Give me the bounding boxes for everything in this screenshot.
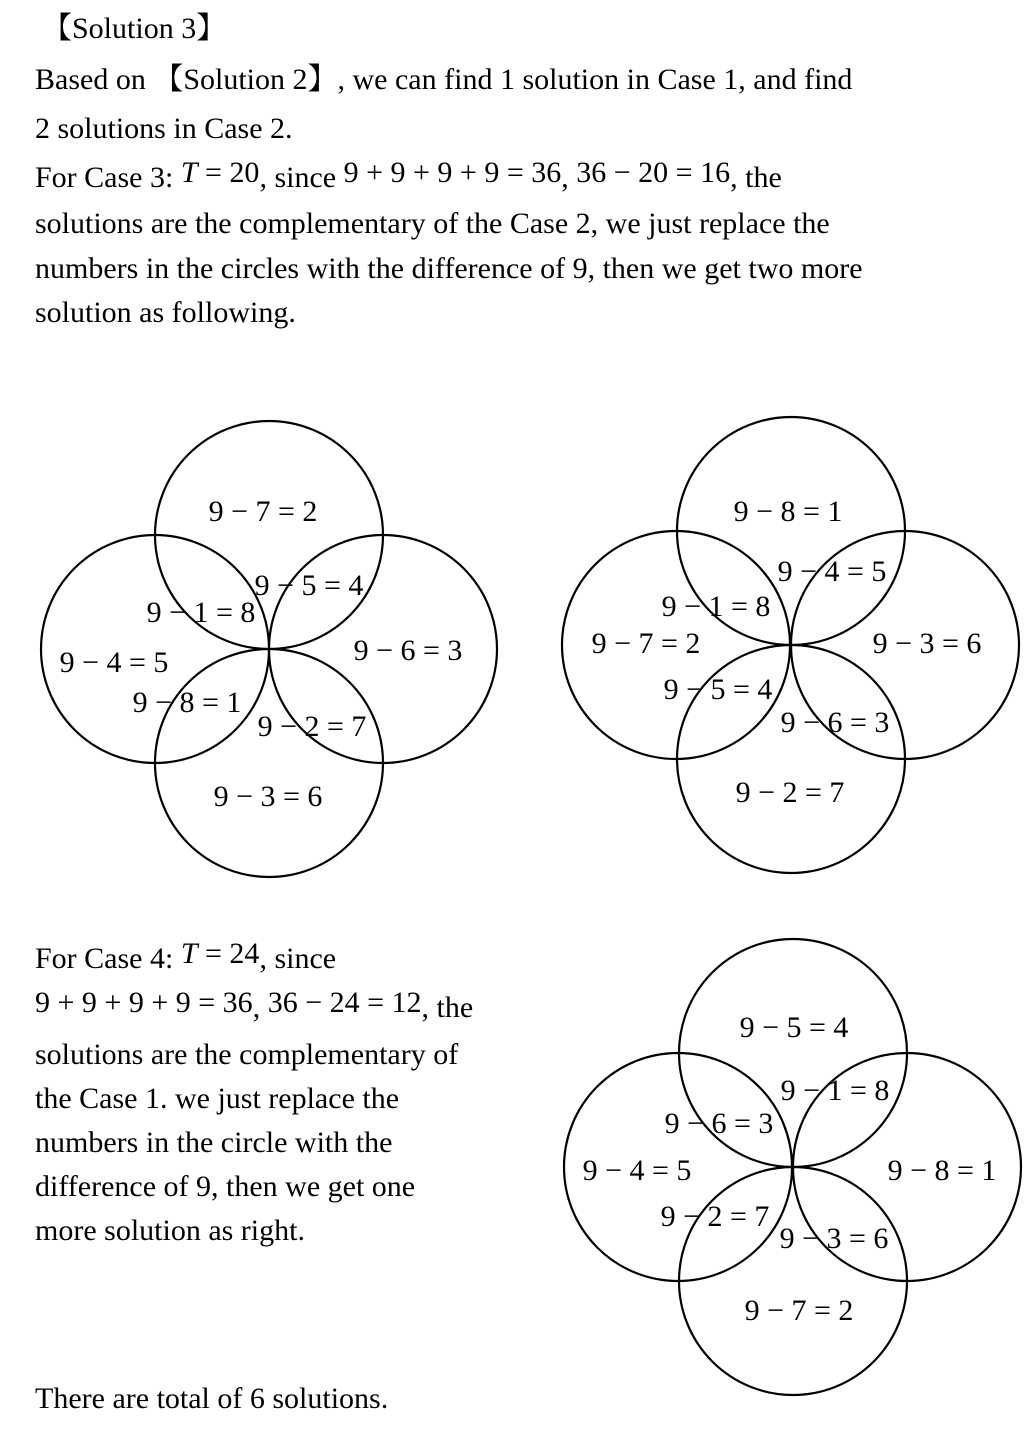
case3-line-4: solution as following. <box>35 296 296 329</box>
label-top-left: 9 − 1 = 8 <box>661 590 771 623</box>
label-bottom-left: 9 − 5 = 4 <box>663 673 773 706</box>
label-bottom-left: 9 − 2 = 7 <box>660 1200 770 1233</box>
case4-line-7: more solution as right. <box>35 1214 305 1247</box>
case3-t-variable: T <box>180 156 198 189</box>
label-top: 9 − 7 = 2 <box>208 495 318 528</box>
case3-difference-equation: 36 − 20 = 16 <box>576 156 731 189</box>
label-top: 9 − 8 = 1 <box>733 495 843 528</box>
label-top-right: 9 − 1 = 8 <box>780 1074 890 1107</box>
label-right: 9 − 8 = 1 <box>887 1154 997 1187</box>
case4-since: , since <box>259 942 337 975</box>
case3-comma: , <box>561 161 577 194</box>
label-right: 9 − 3 = 6 <box>872 627 982 660</box>
label-bottom-right: 9 − 3 = 6 <box>779 1222 889 1255</box>
label-bottom-right: 9 − 2 = 7 <box>257 710 367 743</box>
diagram-case4 <box>564 939 1021 1395</box>
intro-line-2: 2 solutions in Case 2. <box>35 112 293 145</box>
label-right: 9 − 6 = 3 <box>353 634 463 667</box>
case4-line-4: the Case 1. we just replace the <box>35 1082 400 1115</box>
diagram-case3-b <box>562 417 1019 873</box>
label-bottom: 9 − 7 = 2 <box>744 1294 854 1327</box>
label-left: 9 − 4 = 5 <box>582 1154 692 1187</box>
case3-lead: For Case 3: <box>35 161 181 194</box>
case3-t-value: = 20 <box>197 156 260 189</box>
case3-since: , since <box>259 161 344 194</box>
label-top: 9 − 5 = 4 <box>739 1011 849 1044</box>
case4-lead: For Case 4: <box>35 942 181 975</box>
label-left: 9 − 4 = 5 <box>59 646 169 679</box>
diagram-case3-a <box>41 421 497 877</box>
case3-line-2: solutions are the complementary of the Case 2, we just replace the <box>35 207 830 240</box>
case4-comma: , <box>252 991 268 1024</box>
case4-tail: , the <box>421 991 474 1024</box>
case4-sum-equation: 9 + 9 + 9 + 9 = 36 <box>35 986 253 1019</box>
label-bottom: 9 − 3 = 6 <box>213 780 323 813</box>
label-top-right: 9 − 5 = 4 <box>254 569 364 602</box>
case3-line-3: numbers in the circles with the difference of 9, then we get two more <box>35 252 863 285</box>
case4-line-5: numbers in the circle with the <box>35 1126 393 1159</box>
case4-t-value: = 24 <box>197 937 260 970</box>
intro-line-1: Based on 【Solution 2】, we can find 1 solution in Case 1, and find <box>35 63 853 96</box>
case3-tail: , the <box>730 161 782 194</box>
label-top-left: 9 − 6 = 3 <box>664 1107 774 1140</box>
label-bottom: 9 − 2 = 7 <box>735 776 845 809</box>
solution-heading: 【Solution 3】 <box>42 12 227 45</box>
case4-difference-equation: 36 − 24 = 12 <box>267 986 422 1019</box>
label-top-left: 9 − 1 = 8 <box>146 596 256 629</box>
case3-sum-equation: 9 + 9 + 9 + 9 = 36 <box>343 156 562 189</box>
label-bottom-left: 9 − 8 = 1 <box>132 686 242 719</box>
case4-line-3: solutions are the complementary of <box>35 1038 459 1071</box>
label-top-right: 9 − 4 = 5 <box>777 555 887 588</box>
circle-bottom <box>155 649 383 877</box>
label-left: 9 − 7 = 2 <box>591 627 701 660</box>
case4-t-variable: T <box>180 937 198 970</box>
label-bottom-right: 9 − 6 = 3 <box>780 706 890 739</box>
case4-line-6: difference of 9, then we get one <box>35 1170 416 1203</box>
conclusion: There are total of 6 solutions. <box>35 1382 389 1415</box>
